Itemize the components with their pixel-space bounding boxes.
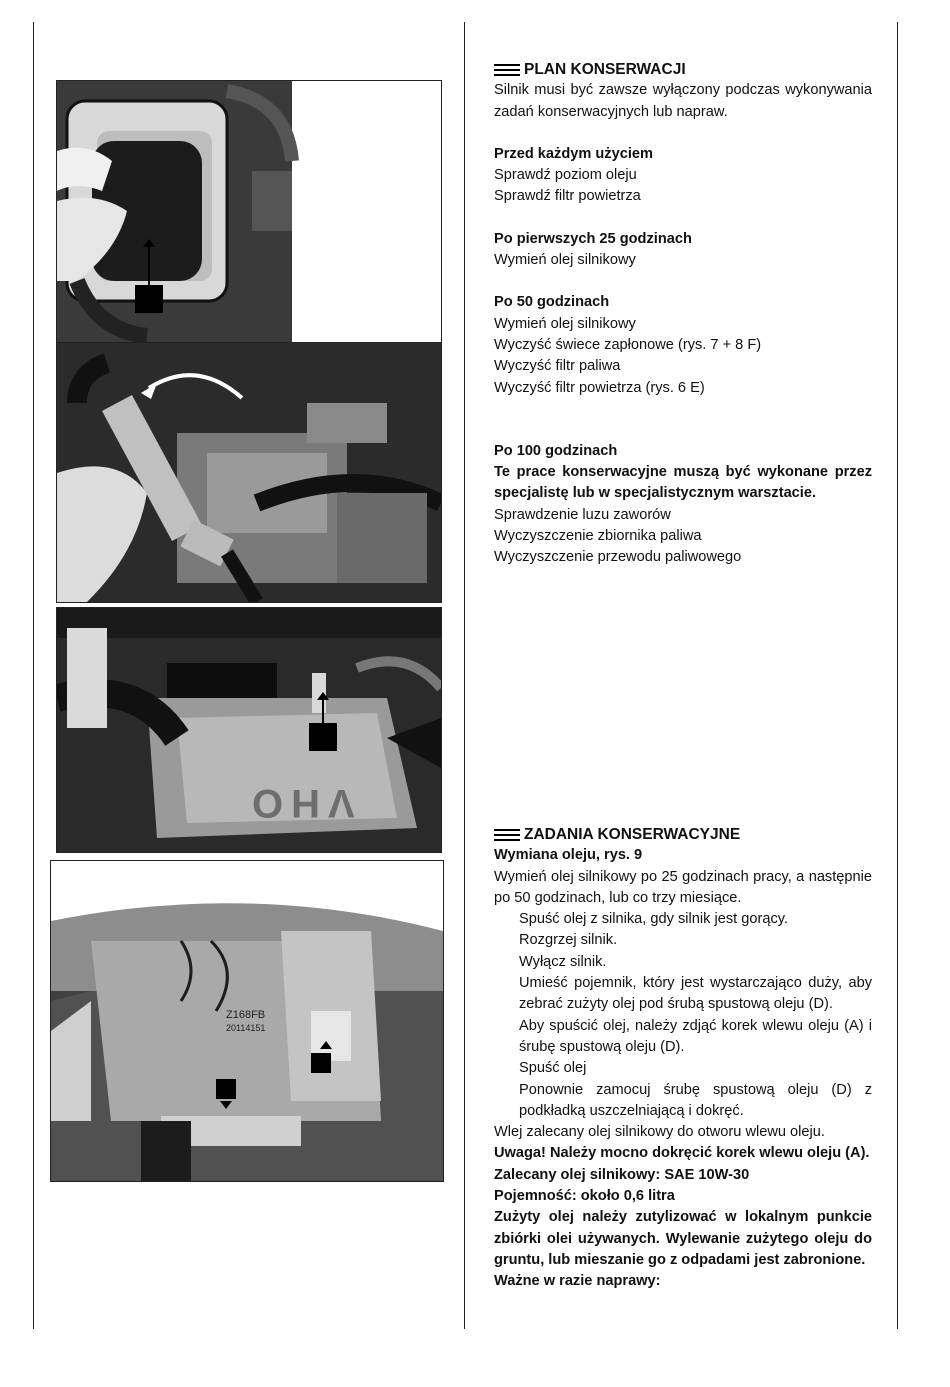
step-item: Spuść olej [519,1060,587,1077]
maintenance-plan [494,59,872,569]
step-item: Wyłącz silnik. [519,953,607,970]
maintenance-tasks-heading: ZADANIA KONSERWACYJNE [494,824,872,845]
section-title: Przed każdym użyciem [494,145,653,162]
left-margin-line [33,22,34,1329]
list-item: Wyczyść filtr paliwa [494,358,621,375]
right-margin-line [897,22,898,1329]
list-item: Wyczyszczenie zbiornika paliwa [494,528,702,545]
warning-text: Uwaga! Należy mocno dokręcić korek wlewu oleju (A). [494,1145,870,1162]
disposal-text: Zużyty olej należy zutylizować w lokalnym punkcie zbiórki olei używanych. Wylewanie zużytego oleju do gruntu, lub mieszanie go z odpadami jest zabronione. [494,1209,872,1268]
step-item: Spuść olej z silnika, gdy silnik jest gorący. [519,911,789,928]
list-item: Sprawdź poziom oleju [494,167,637,184]
step-item: Rozgrzej silnik. [519,932,618,949]
spark-plug-cap-photo [56,342,442,603]
list-item: Wyczyszczenie przewodu paliwowego [494,549,742,566]
maintenance-plan-heading: PLAN KONSERWACJI [494,59,872,80]
list-item: Wymień olej silnikowy [494,252,636,269]
spark-plug-photo [56,607,442,853]
label-marker-a [311,1053,331,1073]
section-note: Te prace konserwacyjne muszą być wykonane przez specjalistę lub w specjalistycznym warsztacie. [494,464,872,502]
serial-text: 20114151 [226,1023,266,1033]
arrow-up-icon-head [143,239,155,247]
label-marker-d [216,1079,236,1099]
arrow-up-icon-head [317,692,329,700]
list-item: Wyczyść filtr powietrza (rys. 6 E) [494,379,705,396]
oil-drain-photo [50,860,444,1182]
arrow-up-icon [148,241,150,289]
list-item: Wymień olej silnikowy [494,315,636,332]
list-item: Sprawdzenie luzu zaworów [494,506,671,523]
section-title: Po 50 godzinach [494,294,610,311]
oil-change-intro: Wymień olej silnikowy po 25 godzinach pracy, a następnie po 50 godzinach, lub co trzy miesiące. [494,868,872,906]
capacity-text: Pojemność: około 0,6 litra [494,1188,675,1205]
arrow-down-icon [220,1101,232,1109]
label-marker-f [309,723,337,751]
curved-arrow-icon [137,363,247,403]
section-title: Po 100 godzinach [494,442,618,459]
repair-note: Ważne w razie naprawy: [494,1273,661,1290]
maintenance-plan-intro: Silnik musi być zawsze wyłączony podczas wykonywania zadań konserwacyjnych lub napraw. [494,82,872,120]
engine-cover-text: OHV [252,781,363,825]
air-filter-photo [56,80,442,344]
oil-change-subheading: Wymiana oleju, rys. 9 [494,847,643,864]
section-title: Po pierwszych 25 godzinach [494,230,692,247]
step-item: Aby spuścić olej, należy zdjąć korek wlewu oleju (A) i śrubę spustową oleju (D). [519,1017,872,1055]
section-bars-icon [494,63,520,77]
step-item: Ponownie zamocuj śrubę spustową oleju (D) z podkładką uszczelniającą i dokręć. [519,1081,872,1119]
maintenance-tasks [494,824,872,1293]
step-item: Umieść pojemnik, który jest wystarczająco duży, aby zebrać zużyty olej pod śrubą spustową oleju (D). [519,975,872,1013]
arrow-up-icon [320,1041,332,1049]
list-item: Sprawdź filtr powietrza [494,188,641,205]
arrow-up-icon [322,696,324,726]
oil-type-text: Zalecany olej silnikowy: SAE 10W-30 [494,1166,750,1183]
section-bars-icon [494,828,520,842]
list-item: Wyczyść świece zapłonowe (rys. 7 + 8 F) [494,336,762,353]
center-divider-line [464,22,465,1329]
part-code-text: Z168FB [226,1009,266,1021]
label-marker-e [135,285,163,313]
fill-instruction: Wlej zalecany olej silnikowy do otworu wlewu oleju. [494,1124,825,1141]
